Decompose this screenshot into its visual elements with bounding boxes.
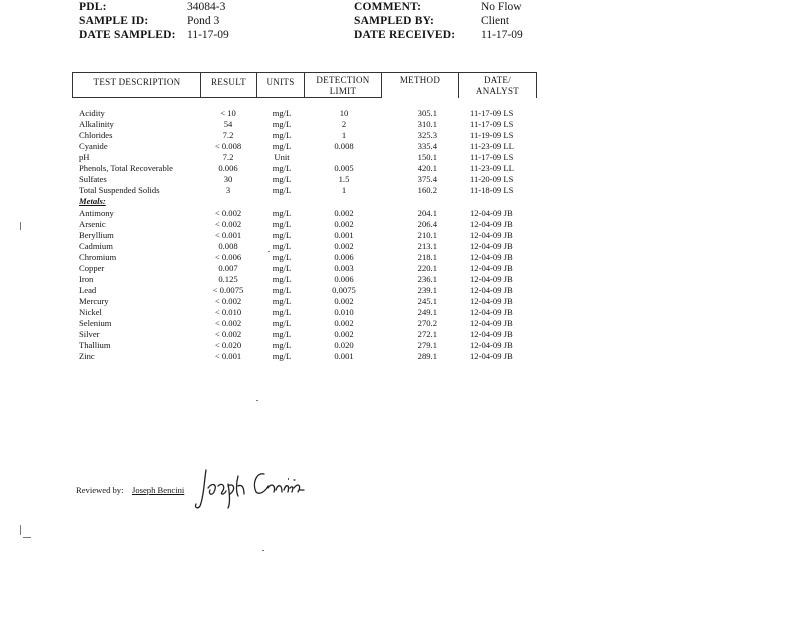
table-row [0, 208, 800, 219]
table-row [0, 252, 800, 263]
result-value: 0.007 [218, 262, 238, 273]
units-value: mg/L [272, 340, 292, 351]
reviewer-name: Joseph Bencini [132, 485, 185, 495]
col-result-header: RESULT [211, 77, 246, 87]
result-value: < 0.002 [214, 329, 242, 339]
detection-limit-value: 0.005 [334, 163, 354, 174]
test-name: pH [79, 152, 90, 163]
units-value: mg/L [272, 318, 292, 328]
test-name: Chlorides [79, 130, 113, 141]
result-value: 3 [225, 185, 231, 196]
date-analyst-value: 12-04-09 JB [470, 306, 513, 317]
result-value: < 0.008 [214, 141, 242, 152]
col-detection-header-2: LIMIT [329, 86, 357, 96]
table-row [0, 119, 800, 130]
method-value: 270.2 [417, 318, 437, 328]
units-value: mg/L [272, 273, 292, 284]
scan-mark [262, 550, 264, 551]
test-name: Antimony [79, 207, 114, 218]
method-value: 150.1 [417, 152, 437, 163]
result-value: < 0.001 [214, 229, 242, 240]
detection-limit-value: 0.001 [334, 351, 354, 362]
detection-limit-value: 0.001 [334, 229, 354, 240]
result-value: < 0.010 [214, 306, 242, 317]
method-value: 245.1 [417, 295, 437, 306]
col-detection-header: DETECTION [316, 75, 370, 85]
detection-limit-value: 0.003 [334, 262, 354, 273]
scan-mark [256, 400, 258, 401]
detection-limit-value: 0.002 [334, 218, 354, 229]
date-analyst-value: 12-04-09 JB [470, 351, 513, 362]
units-value: mg/L [272, 218, 292, 229]
method-value: 249.1 [417, 306, 437, 317]
date-analyst-value: 12-04-09 JB [470, 262, 513, 273]
detection-limit-value: 0.006 [334, 251, 354, 262]
test-name: Phenols, Total Recoverable [79, 163, 173, 174]
method-value: 204.1 [417, 207, 437, 218]
date-analyst-value: 11-17-09 LS [470, 108, 514, 118]
method-value: 206.4 [417, 218, 437, 229]
test-name: Thallium [79, 340, 111, 351]
test-name: Silver [79, 329, 100, 339]
date-sampled-label: DATE SAMPLED: [79, 29, 176, 41]
table-row [0, 230, 800, 241]
result-value: < 0.002 [214, 295, 242, 306]
method-value: 310.1 [417, 119, 437, 129]
header-bottom-rule [72, 97, 382, 98]
result-value: 0.008 [218, 240, 238, 251]
method-value: 239.1 [417, 284, 437, 295]
test-name: Alkalinity [79, 119, 114, 129]
comment-value: No Flow [481, 1, 522, 13]
table-row [0, 108, 800, 119]
sampled-by-label: SAMPLED BY: [354, 15, 435, 27]
units-value: mg/L [272, 295, 292, 306]
date-analyst-value: 12-04-09 JB [470, 329, 513, 339]
date-analyst-value: 11-17-09 LS [470, 119, 514, 129]
header-divider [72, 72, 73, 98]
method-value: 272.1 [417, 329, 437, 339]
detection-limit-value: 0.0075 [332, 284, 356, 295]
pdl-label: PDL: [79, 1, 107, 13]
date-analyst-value: 11-18-09 LS [470, 185, 514, 196]
test-name: Arsenic [79, 218, 106, 229]
units-value: mg/L [272, 174, 292, 185]
metals-section-label: Metals: [79, 196, 106, 207]
units-value: mg/L [272, 251, 292, 262]
table-row [0, 329, 800, 340]
units-value: mg/L [272, 240, 292, 251]
col-test-header: TEST DESCRIPTION [93, 77, 181, 87]
detection-limit-value: 0.002 [334, 295, 354, 306]
test-name: Selenium [79, 318, 112, 328]
date-analyst-value: 11-17-09 LS [470, 152, 514, 163]
result-value: < 0.020 [214, 340, 242, 351]
units-value: mg/L [272, 119, 292, 129]
units-value: mg/L [272, 284, 292, 295]
test-name: Iron [79, 273, 94, 284]
table-row [0, 274, 800, 285]
detection-limit-value: 0.002 [334, 207, 354, 218]
table-row [0, 296, 800, 307]
method-value: 160.2 [417, 185, 437, 196]
detection-limit-value: 0.002 [334, 240, 354, 251]
table-row [0, 174, 800, 185]
date-analyst-value: 12-04-09 JB [470, 229, 513, 240]
detection-limit-value: 0.002 [334, 318, 354, 328]
table-row [0, 219, 800, 230]
scan-mark [20, 222, 21, 230]
table-row [0, 307, 800, 318]
method-value: 375.4 [417, 174, 437, 185]
col-method-header: METHOD [399, 75, 441, 85]
sampled-by-value: Client [481, 15, 510, 27]
date-analyst-value: 12-04-09 JB [470, 318, 513, 328]
method-value: 325.3 [417, 130, 437, 141]
scan-mark [20, 525, 21, 535]
sample-id-value: Pond 3 [187, 15, 220, 27]
date-analyst-value: 12-04-09 JB [470, 273, 513, 284]
test-name: Acidity [79, 108, 105, 118]
table-row [0, 318, 800, 329]
scan-mark [268, 251, 270, 252]
units-value: mg/L [272, 185, 292, 196]
result-value: 54 [223, 119, 233, 129]
units-value: mg/L [272, 108, 292, 118]
method-value: 335.4 [417, 141, 437, 152]
result-value: < 0.001 [214, 351, 242, 362]
units-value: mg/L [272, 130, 292, 141]
detection-limit-value: 0.006 [334, 273, 354, 284]
reviewed-by-label: Reviewed by: [76, 485, 124, 495]
table-row [0, 152, 800, 163]
date-analyst-value: 11-20-09 LS [470, 174, 514, 185]
table-row [0, 340, 800, 351]
scan-mark [23, 537, 31, 538]
result-value: < 0.002 [214, 207, 242, 218]
test-name: Nickel [79, 306, 102, 317]
date-received-label: DATE RECEIVED: [354, 29, 456, 41]
test-name: Zinc [79, 351, 95, 362]
test-name: Beryllium [79, 229, 114, 240]
method-value: 213.1 [417, 240, 437, 251]
sample-id-label: SAMPLE ID: [79, 15, 149, 27]
detection-limit-value: 1 [341, 130, 347, 141]
units-value: mg/L [272, 351, 292, 362]
test-name: Chromium [79, 251, 117, 262]
table-row [0, 163, 800, 174]
test-name: Mercury [79, 295, 109, 306]
table-row [0, 263, 800, 274]
table-row [0, 351, 800, 362]
test-name: Copper [79, 262, 105, 273]
detection-limit-value: 1 [341, 185, 347, 196]
detection-limit-value: 10 [339, 108, 349, 118]
date-analyst-value: 11-19-09 LS [470, 130, 514, 141]
units-value: Unit [274, 152, 290, 163]
method-value: 236.1 [417, 273, 437, 284]
date-analyst-value: 12-04-09 JB [470, 284, 513, 295]
table-row [0, 285, 800, 296]
date-analyst-value: 12-04-09 JB [470, 240, 513, 251]
method-value: 218.1 [417, 251, 437, 262]
method-value: 220.1 [417, 262, 437, 273]
result-value: 7.2 [222, 130, 234, 141]
result-value: < 0.006 [214, 251, 242, 262]
units-value: mg/L [272, 262, 292, 273]
date-analyst-value: 11-23-09 LL [470, 163, 514, 174]
method-value: 279.1 [417, 340, 437, 351]
result-value: < 0.0075 [212, 284, 244, 295]
test-name: Sulfates [79, 174, 107, 185]
table-row [0, 185, 800, 196]
col-date-header: DATE/ [484, 75, 511, 85]
detection-limit-value: 0.008 [334, 141, 354, 152]
test-name: Lead [79, 284, 97, 295]
result-value: < 10 [220, 108, 236, 118]
units-value: mg/L [272, 329, 292, 339]
date-sampled-value: 11-17-09 [187, 29, 229, 41]
date-analyst-value: 12-04-09 JB [470, 295, 513, 306]
date-analyst-value: 12-04-09 JB [470, 340, 513, 351]
detection-limit-value: 2 [341, 119, 347, 129]
method-value: 210.1 [417, 229, 437, 240]
detection-limit-value: 1.5 [338, 174, 350, 185]
table-row [0, 241, 800, 252]
date-analyst-value: 12-04-09 JB [470, 251, 513, 262]
table-row [0, 130, 800, 141]
test-name: Cyanide [79, 141, 108, 152]
units-value: mg/L [272, 207, 292, 218]
test-name: Total Suspended Solids [79, 185, 160, 196]
method-value: 420.1 [417, 163, 437, 174]
result-value: < 0.002 [214, 218, 242, 229]
detection-limit-value: 0.020 [334, 340, 354, 351]
detection-limit-value: 0.002 [334, 329, 354, 339]
result-value: 0.125 [218, 273, 238, 284]
col-date-header-2: ANALYST [475, 86, 520, 96]
pdl-value: 34084-3 [187, 1, 226, 13]
date-received-value: 11-17-09 [481, 29, 523, 41]
col-units-header: UNITS [266, 77, 295, 87]
section-heading-row [0, 196, 800, 207]
units-value: mg/L [272, 229, 292, 240]
method-value: 305.1 [417, 108, 437, 118]
detection-limit-value: 0.010 [334, 306, 354, 317]
date-analyst-value: 12-04-09 JB [470, 218, 513, 229]
result-value: 0.006 [218, 163, 238, 174]
header-divider [536, 72, 537, 98]
date-analyst-value: 11-23-09 LL [470, 141, 514, 152]
units-value: mg/L [272, 141, 292, 152]
result-value: 7.2 [222, 152, 234, 163]
comment-label: COMMENT: [354, 1, 422, 13]
units-value: mg/L [272, 306, 292, 317]
units-value: mg/L [272, 163, 292, 174]
test-name: Cadmium [79, 240, 113, 251]
result-value: 30 [223, 174, 233, 185]
date-analyst-value: 12-04-09 JB [470, 207, 513, 218]
method-value: 289.1 [417, 351, 437, 362]
table-row [0, 141, 800, 152]
result-value: < 0.002 [214, 318, 242, 328]
reviewer-signature [190, 462, 310, 510]
